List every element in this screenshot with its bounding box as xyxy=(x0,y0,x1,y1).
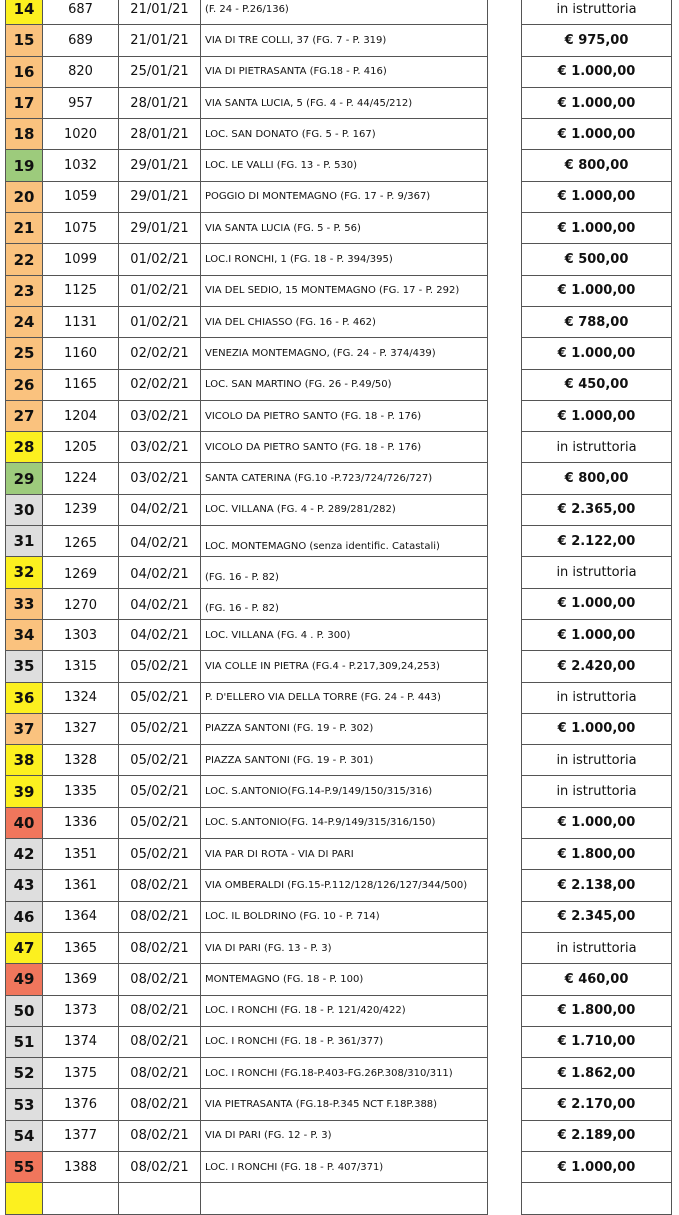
address-cell: VIA DEL CHIASSO (FG. 16 - P. 462) xyxy=(200,307,488,338)
amount-cell xyxy=(521,1183,672,1214)
date-cell: 08/02/21 xyxy=(118,1121,200,1152)
protocol-cell: 1020 xyxy=(42,119,118,150)
date-cell: 04/02/21 xyxy=(118,589,200,620)
amount-cell: € 1.000,00 xyxy=(521,276,672,307)
protocol-cell: 1165 xyxy=(42,370,118,401)
protocol-cell: 1328 xyxy=(42,745,118,776)
protocol-cell: 1369 xyxy=(42,964,118,995)
row-number-cell: 18 xyxy=(5,119,42,150)
amount-cell: € 2.189,00 xyxy=(521,1121,672,1152)
protocol-cell: 1375 xyxy=(42,1058,118,1089)
address-cell: LOC. MONTEMAGNO (senza identific. Catastali) xyxy=(200,526,488,557)
table-row xyxy=(0,651,679,682)
date-cell: 08/02/21 xyxy=(118,1089,200,1120)
address-cell: LOC. I RONCHI (FG. 18 - P. 407/371) xyxy=(200,1152,488,1183)
table-row xyxy=(0,557,679,588)
table-row xyxy=(0,526,679,557)
amount-cell: in istruttoria xyxy=(521,0,672,25)
date-cell: 08/02/21 xyxy=(118,996,200,1027)
protocol-cell: 1324 xyxy=(42,683,118,714)
row-number-cell: 15 xyxy=(5,25,42,56)
protocol-cell: 1365 xyxy=(42,933,118,964)
address-cell: VIA DEL SEDIO, 15 MONTEMAGNO (FG. 17 - P. 292) xyxy=(200,276,488,307)
row-number-cell: 37 xyxy=(5,714,42,745)
address-cell: VIA SANTA LUCIA (FG. 5 - P. 56) xyxy=(200,213,488,244)
row-number-cell: 42 xyxy=(5,839,42,870)
row-number-cell: 19 xyxy=(5,150,42,181)
amount-cell: € 1.800,00 xyxy=(521,839,672,870)
amount-cell: in istruttoria xyxy=(521,683,672,714)
address-cell: VICOLO DA PIETRO SANTO (FG. 18 - P. 176) xyxy=(200,401,488,432)
amount-cell: € 1.000,00 xyxy=(521,213,672,244)
row-number-cell: 46 xyxy=(5,902,42,933)
protocol-cell: 1160 xyxy=(42,338,118,369)
row-number-cell xyxy=(5,1183,42,1214)
row-number-cell: 43 xyxy=(5,870,42,901)
amount-cell: € 800,00 xyxy=(521,463,672,494)
date-cell: 05/02/21 xyxy=(118,651,200,682)
row-number-cell: 27 xyxy=(5,401,42,432)
date-cell: 21/01/21 xyxy=(118,25,200,56)
table-row xyxy=(0,338,679,369)
protocol-cell: 1373 xyxy=(42,996,118,1027)
protocol-cell xyxy=(42,1183,118,1214)
date-cell: 08/02/21 xyxy=(118,1152,200,1183)
row-number-cell: 14 xyxy=(5,0,42,25)
address-cell: (FG. 16 - P. 82) xyxy=(200,589,488,620)
table-row xyxy=(0,1027,679,1058)
table-row xyxy=(0,276,679,307)
amount-cell: € 2.365,00 xyxy=(521,495,672,526)
protocol-cell: 1303 xyxy=(42,620,118,651)
row-number-cell: 47 xyxy=(5,933,42,964)
address-cell: (FG. 16 - P. 82) xyxy=(200,557,488,588)
date-cell: 08/02/21 xyxy=(118,1058,200,1089)
amount-cell: € 1.000,00 xyxy=(521,714,672,745)
address-cell: MONTEMAGNO (FG. 18 - P. 100) xyxy=(200,964,488,995)
protocol-cell: 1239 xyxy=(42,495,118,526)
amount-cell: € 2.138,00 xyxy=(521,870,672,901)
protocol-cell: 687 xyxy=(42,0,118,25)
address-cell: PIAZZA SANTONI (FG. 19 - P. 302) xyxy=(200,714,488,745)
row-number-cell: 51 xyxy=(5,1027,42,1058)
row-number-cell: 35 xyxy=(5,651,42,682)
table-row xyxy=(0,964,679,995)
amount-cell: € 800,00 xyxy=(521,150,672,181)
row-number-cell: 22 xyxy=(5,244,42,275)
row-number-cell: 20 xyxy=(5,182,42,213)
date-cell: 05/02/21 xyxy=(118,683,200,714)
table-row xyxy=(0,1089,679,1120)
row-number-cell: 16 xyxy=(5,57,42,88)
table-row xyxy=(0,745,679,776)
address-cell: VIA PAR DI ROTA - VIA DI PARI xyxy=(200,839,488,870)
date-cell: 03/02/21 xyxy=(118,401,200,432)
protocol-cell: 1327 xyxy=(42,714,118,745)
row-number-cell: 36 xyxy=(5,683,42,714)
protocol-cell: 1059 xyxy=(42,182,118,213)
amount-cell: € 1.000,00 xyxy=(521,119,672,150)
protocol-cell: 1377 xyxy=(42,1121,118,1152)
address-cell: P. D'ELLERO VIA DELLA TORRE (FG. 24 - P. 443) xyxy=(200,683,488,714)
row-number-cell: 50 xyxy=(5,996,42,1027)
table-row xyxy=(0,776,679,807)
amount-cell: in istruttoria xyxy=(521,933,672,964)
table-row xyxy=(0,370,679,401)
protocol-cell: 1364 xyxy=(42,902,118,933)
address-cell: LOC. I RONCHI (FG.18-P.403-FG.26P.308/310/311) xyxy=(200,1058,488,1089)
protocol-cell: 1075 xyxy=(42,213,118,244)
address-cell: LOC.I RONCHI, 1 (FG. 18 - P. 394/395) xyxy=(200,244,488,275)
row-number-cell: 49 xyxy=(5,964,42,995)
address-cell: POGGIO DI MONTEMAGNO (FG. 17 - P. 9/367) xyxy=(200,182,488,213)
date-cell: 25/01/21 xyxy=(118,57,200,88)
row-number-cell: 23 xyxy=(5,276,42,307)
table-row xyxy=(0,244,679,275)
protocol-cell: 1374 xyxy=(42,1027,118,1058)
protocol-cell: 1388 xyxy=(42,1152,118,1183)
table-row xyxy=(0,996,679,1027)
amount-cell: € 2.345,00 xyxy=(521,902,672,933)
row-number-cell: 30 xyxy=(5,495,42,526)
date-cell: 08/02/21 xyxy=(118,964,200,995)
row-number-cell: 29 xyxy=(5,463,42,494)
amount-cell: € 1.800,00 xyxy=(521,996,672,1027)
address-cell: VIA DI TRE COLLI, 37 (FG. 7 - P. 319) xyxy=(200,25,488,56)
amount-cell: € 2.122,00 xyxy=(521,526,672,557)
address-cell: VIA COLLE IN PIETRA (FG.4 - P.217,309,24,253) xyxy=(200,651,488,682)
date-cell: 08/02/21 xyxy=(118,902,200,933)
protocol-cell: 957 xyxy=(42,88,118,119)
address-cell: LOC. VILLANA (FG. 4 - P. 289/281/282) xyxy=(200,495,488,526)
protocol-cell: 1204 xyxy=(42,401,118,432)
date-cell xyxy=(118,1183,200,1214)
date-cell: 21/01/21 xyxy=(118,0,200,25)
table-row xyxy=(0,463,679,494)
table-row xyxy=(0,839,679,870)
amount-cell: € 1.000,00 xyxy=(521,808,672,839)
protocol-cell: 1224 xyxy=(42,463,118,494)
date-cell: 04/02/21 xyxy=(118,620,200,651)
protocol-cell: 1205 xyxy=(42,432,118,463)
date-cell: 08/02/21 xyxy=(118,933,200,964)
row-number-cell: 33 xyxy=(5,589,42,620)
table-row xyxy=(0,88,679,119)
amount-cell: € 1.862,00 xyxy=(521,1058,672,1089)
amount-cell: € 500,00 xyxy=(521,244,672,275)
date-cell: 02/02/21 xyxy=(118,370,200,401)
protocol-cell: 1125 xyxy=(42,276,118,307)
row-number-cell: 39 xyxy=(5,776,42,807)
date-cell: 05/02/21 xyxy=(118,776,200,807)
address-cell: LOC. VILLANA (FG. 4 . P. 300) xyxy=(200,620,488,651)
table-row xyxy=(0,307,679,338)
date-cell: 08/02/21 xyxy=(118,870,200,901)
address-cell: LOC. SAN MARTINO (FG. 26 - P.49/50) xyxy=(200,370,488,401)
date-cell: 28/01/21 xyxy=(118,119,200,150)
table-row xyxy=(0,902,679,933)
protocol-cell: 689 xyxy=(42,25,118,56)
row-number-cell: 34 xyxy=(5,620,42,651)
row-number-cell: 53 xyxy=(5,1089,42,1120)
date-cell: 01/02/21 xyxy=(118,276,200,307)
protocol-cell: 1032 xyxy=(42,150,118,181)
date-cell: 29/01/21 xyxy=(118,213,200,244)
row-number-cell: 40 xyxy=(5,808,42,839)
table-row xyxy=(0,432,679,463)
address-cell: VIA OMBERALDI (FG.15-P.112/128/126/127/344/500) xyxy=(200,870,488,901)
protocol-cell: 1361 xyxy=(42,870,118,901)
address-cell: LOC. I RONCHI (FG. 18 - P. 361/377) xyxy=(200,1027,488,1058)
table-row xyxy=(0,870,679,901)
amount-cell: € 1.000,00 xyxy=(521,620,672,651)
row-number-cell: 55 xyxy=(5,1152,42,1183)
address-cell: LOC. S.ANTONIO(FG. 14-P.9/149/315/316/150) xyxy=(200,808,488,839)
date-cell: 03/02/21 xyxy=(118,463,200,494)
amount-cell: € 1.710,00 xyxy=(521,1027,672,1058)
date-cell: 28/01/21 xyxy=(118,88,200,119)
protocol-cell: 820 xyxy=(42,57,118,88)
table-row xyxy=(0,401,679,432)
address-cell: LOC. LE VALLI (FG. 13 - P. 530) xyxy=(200,150,488,181)
protocol-cell: 1336 xyxy=(42,808,118,839)
date-cell: 29/01/21 xyxy=(118,150,200,181)
table-row xyxy=(0,1183,679,1214)
protocol-cell: 1099 xyxy=(42,244,118,275)
amount-cell: € 1.000,00 xyxy=(521,1152,672,1183)
date-cell: 02/02/21 xyxy=(118,338,200,369)
amount-cell: € 788,00 xyxy=(521,307,672,338)
table-row xyxy=(0,213,679,244)
protocol-cell: 1351 xyxy=(42,839,118,870)
protocol-cell: 1270 xyxy=(42,589,118,620)
amount-cell: € 975,00 xyxy=(521,25,672,56)
table-row xyxy=(0,589,679,620)
address-cell: VIA SANTA LUCIA, 5 (FG. 4 - P. 44/45/212) xyxy=(200,88,488,119)
protocol-cell: 1335 xyxy=(42,776,118,807)
table-row xyxy=(0,683,679,714)
table-row xyxy=(0,808,679,839)
table-row xyxy=(0,714,679,745)
protocol-cell: 1269 xyxy=(42,557,118,588)
row-number-cell: 31 xyxy=(5,526,42,557)
table-row xyxy=(0,0,679,25)
address-cell: SANTA CATERINA (FG.10 -P.723/724/726/727) xyxy=(200,463,488,494)
address-cell: LOC. IL BOLDRINO (FG. 10 - P. 714) xyxy=(200,902,488,933)
date-cell: 03/02/21 xyxy=(118,432,200,463)
row-number-cell: 38 xyxy=(5,745,42,776)
address-cell: VIA DI PARI (FG. 12 - P. 3) xyxy=(200,1121,488,1152)
amount-cell: € 1.000,00 xyxy=(521,338,672,369)
table-row xyxy=(0,119,679,150)
amount-cell: € 1.000,00 xyxy=(521,57,672,88)
row-number-cell: 28 xyxy=(5,432,42,463)
table-row xyxy=(0,182,679,213)
amount-cell: in istruttoria xyxy=(521,776,672,807)
row-number-cell: 25 xyxy=(5,338,42,369)
row-number-cell: 24 xyxy=(5,307,42,338)
date-cell: 01/02/21 xyxy=(118,244,200,275)
date-cell: 05/02/21 xyxy=(118,714,200,745)
amount-cell: € 1.000,00 xyxy=(521,88,672,119)
address-cell: LOC. S.ANTONIO(FG.14-P.9/149/150/315/316) xyxy=(200,776,488,807)
address-cell: VIA PIETRASANTA (FG.18-P.345 NCT F.18P.388) xyxy=(200,1089,488,1120)
date-cell: 05/02/21 xyxy=(118,745,200,776)
address-cell: (F. 24 - P.26/136) xyxy=(200,0,488,25)
table-row xyxy=(0,1121,679,1152)
row-number-cell: 54 xyxy=(5,1121,42,1152)
amount-cell: € 1.000,00 xyxy=(521,589,672,620)
address-cell: VENEZIA MONTEMAGNO, (FG. 24 - P. 374/439) xyxy=(200,338,488,369)
address-cell: VICOLO DA PIETRO SANTO (FG. 18 - P. 176) xyxy=(200,432,488,463)
table-row xyxy=(0,620,679,651)
date-cell: 05/02/21 xyxy=(118,808,200,839)
date-cell: 04/02/21 xyxy=(118,557,200,588)
amount-cell: € 450,00 xyxy=(521,370,672,401)
address-cell: LOC. SAN DONATO (FG. 5 - P. 167) xyxy=(200,119,488,150)
protocol-cell: 1131 xyxy=(42,307,118,338)
table-row xyxy=(0,933,679,964)
protocol-cell: 1376 xyxy=(42,1089,118,1120)
address-cell xyxy=(200,1183,488,1214)
amount-cell: € 2.170,00 xyxy=(521,1089,672,1120)
row-number-cell: 21 xyxy=(5,213,42,244)
date-cell: 01/02/21 xyxy=(118,307,200,338)
protocol-cell: 1315 xyxy=(42,651,118,682)
table-row xyxy=(0,1058,679,1089)
row-number-cell: 52 xyxy=(5,1058,42,1089)
row-number-cell: 32 xyxy=(5,557,42,588)
amount-cell: in istruttoria xyxy=(521,745,672,776)
amount-cell: € 1.000,00 xyxy=(521,182,672,213)
address-cell: VIA DI PARI (FG. 13 - P. 3) xyxy=(200,933,488,964)
row-number-cell: 26 xyxy=(5,370,42,401)
amount-cell: € 2.420,00 xyxy=(521,651,672,682)
protocol-cell: 1265 xyxy=(42,526,118,557)
table-row xyxy=(0,1152,679,1183)
date-cell: 04/02/21 xyxy=(118,526,200,557)
table-row xyxy=(0,57,679,88)
table-row xyxy=(0,25,679,56)
amount-cell: € 460,00 xyxy=(521,964,672,995)
amount-cell: € 1.000,00 xyxy=(521,401,672,432)
date-cell: 05/02/21 xyxy=(118,839,200,870)
date-cell: 08/02/21 xyxy=(118,1027,200,1058)
amount-cell: in istruttoria xyxy=(521,432,672,463)
address-cell: PIAZZA SANTONI (FG. 19 - P. 301) xyxy=(200,745,488,776)
date-cell: 04/02/21 xyxy=(118,495,200,526)
row-number-cell: 17 xyxy=(5,88,42,119)
address-cell: LOC. I RONCHI (FG. 18 - P. 121/420/422) xyxy=(200,996,488,1027)
table-row xyxy=(0,495,679,526)
address-cell: VIA DI PIETRASANTA (FG.18 - P. 416) xyxy=(200,57,488,88)
table-row xyxy=(0,150,679,181)
amount-cell: in istruttoria xyxy=(521,557,672,588)
date-cell: 29/01/21 xyxy=(118,182,200,213)
